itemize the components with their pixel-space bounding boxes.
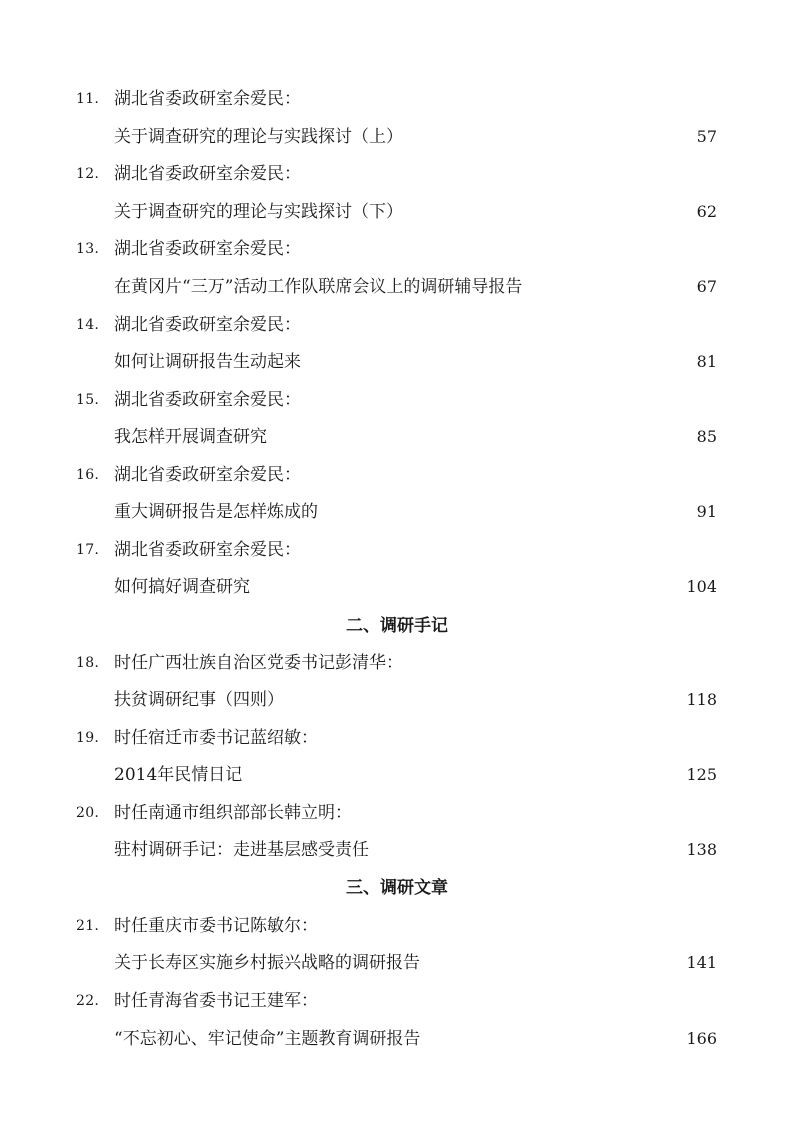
entry-title[interactable]: 如何让调研报告生动起来 <box>114 352 301 372</box>
entry-title[interactable]: 关于调查研究的理论与实践探讨（下） <box>114 202 403 222</box>
entry-number: 17. <box>76 542 100 558</box>
toc-entry-19-title-line[interactable] <box>0 762 794 788</box>
toc-entry-12-author-line <box>0 161 794 187</box>
entry-page-number: 81 <box>696 352 717 371</box>
entry-page-number: 118 <box>686 690 717 709</box>
entry-title[interactable]: “不忘初心、牢记使命”主题教育调研报告 <box>114 1029 421 1049</box>
entry-number: 14. <box>76 317 100 333</box>
entry-number: 11. <box>76 91 100 107</box>
entry-title[interactable]: 2014年民情日记 <box>114 765 243 785</box>
entry-page-number: 104 <box>686 577 717 596</box>
entry-author: 时任青海省委书记王建军： <box>114 991 318 1011</box>
toc-entry-22-author-line <box>0 988 794 1014</box>
entry-number: 15. <box>76 392 100 408</box>
entry-page-number: 85 <box>696 427 717 446</box>
toc-entry-12-title-line[interactable] <box>0 199 794 225</box>
entry-number: 20. <box>76 805 100 821</box>
entry-author: 湖北省委政研室余爱民： <box>114 540 301 560</box>
entry-number: 19. <box>76 730 100 746</box>
entry-title[interactable]: 在黄冈片“三万”活动工作队联席会议上的调研辅导报告 <box>114 277 523 297</box>
toc-entry-17-title-line[interactable] <box>0 574 794 600</box>
toc-entry-13-author-line <box>0 236 794 262</box>
toc-entry-15-title-line[interactable] <box>0 424 794 450</box>
toc-entry-11-title-line[interactable] <box>0 124 794 150</box>
entry-author: 时任南通市组织部部长韩立明： <box>114 803 352 823</box>
toc-entry-16-author-line <box>0 462 794 488</box>
toc-entry-21-author-line <box>0 913 794 939</box>
toc-entry-21-title-line[interactable] <box>0 950 794 976</box>
entry-page-number: 62 <box>696 202 717 221</box>
entry-title[interactable]: 驻村调研手记：走进基层感受责任 <box>114 840 369 860</box>
toc-entry-11-author-wrap <box>0 86 794 112</box>
entry-author: 湖北省委政研室余爱民： <box>114 89 301 109</box>
entry-author: 时任宿迁市委书记蓝绍敏： <box>114 728 318 748</box>
toc-entry-19-author-line <box>0 725 794 751</box>
toc-entry-16-title-line[interactable] <box>0 499 794 525</box>
entry-number: 12. <box>76 166 100 182</box>
entry-author: 时任广西壮族自治区党委书记彭清华： <box>114 653 403 673</box>
entry-number: 18. <box>76 655 100 671</box>
toc-entry-20-author-line <box>0 800 794 826</box>
entry-author: 湖北省委政研室余爱民： <box>114 239 301 259</box>
section-heading: 三、调研文章 <box>346 878 448 898</box>
entry-author: 时任重庆市委书记陈敏尔： <box>114 916 318 936</box>
entry-title[interactable]: 如何搞好调查研究 <box>114 577 250 597</box>
entry-author: 湖北省委政研室余爱民： <box>114 315 301 335</box>
toc-entry-14-title-line[interactable] <box>0 349 794 375</box>
entry-page-number: 125 <box>686 765 717 784</box>
entry-title[interactable]: 关于调查研究的理论与实践探讨（上） <box>114 127 403 147</box>
toc-entry-18-title-line[interactable] <box>0 687 794 713</box>
entry-title[interactable]: 关于长寿区实施乡村振兴战略的调研报告 <box>114 953 420 973</box>
entry-author: 湖北省委政研室余爱民： <box>114 390 301 410</box>
toc-entry-20-title-line[interactable] <box>0 837 794 863</box>
entry-page-number: 67 <box>696 277 717 296</box>
entry-number: 13. <box>76 241 100 257</box>
section-heading: 二、调研手记 <box>346 616 448 636</box>
entry-page-number: 91 <box>696 502 717 521</box>
entry-page-number: 57 <box>696 127 717 146</box>
entry-page-number: 141 <box>686 953 717 972</box>
entry-title[interactable]: 重大调研报告是怎样炼成的 <box>114 502 318 522</box>
toc-entry-17-author-line <box>0 537 794 563</box>
entry-page-number: 166 <box>686 1029 717 1048</box>
entry-number: 16. <box>76 467 100 483</box>
toc-entry-18-author-line <box>0 650 794 676</box>
toc-entry-13-title-line[interactable] <box>0 274 794 300</box>
entry-number: 21. <box>76 918 100 934</box>
toc-entry-15-author-line <box>0 387 794 413</box>
entry-author: 湖北省委政研室余爱民： <box>114 164 301 184</box>
entry-page-number: 138 <box>686 840 717 859</box>
entry-title[interactable]: 我怎样开展调查研究 <box>114 427 267 447</box>
entry-title[interactable]: 扶贫调研纪事（四则） <box>114 690 284 710</box>
toc-entry-14-author-line <box>0 312 794 338</box>
entry-author: 湖北省委政研室余爱民： <box>114 465 301 485</box>
entry-number: 22. <box>76 993 100 1009</box>
toc-entry-22-title-line[interactable] <box>0 1026 794 1052</box>
